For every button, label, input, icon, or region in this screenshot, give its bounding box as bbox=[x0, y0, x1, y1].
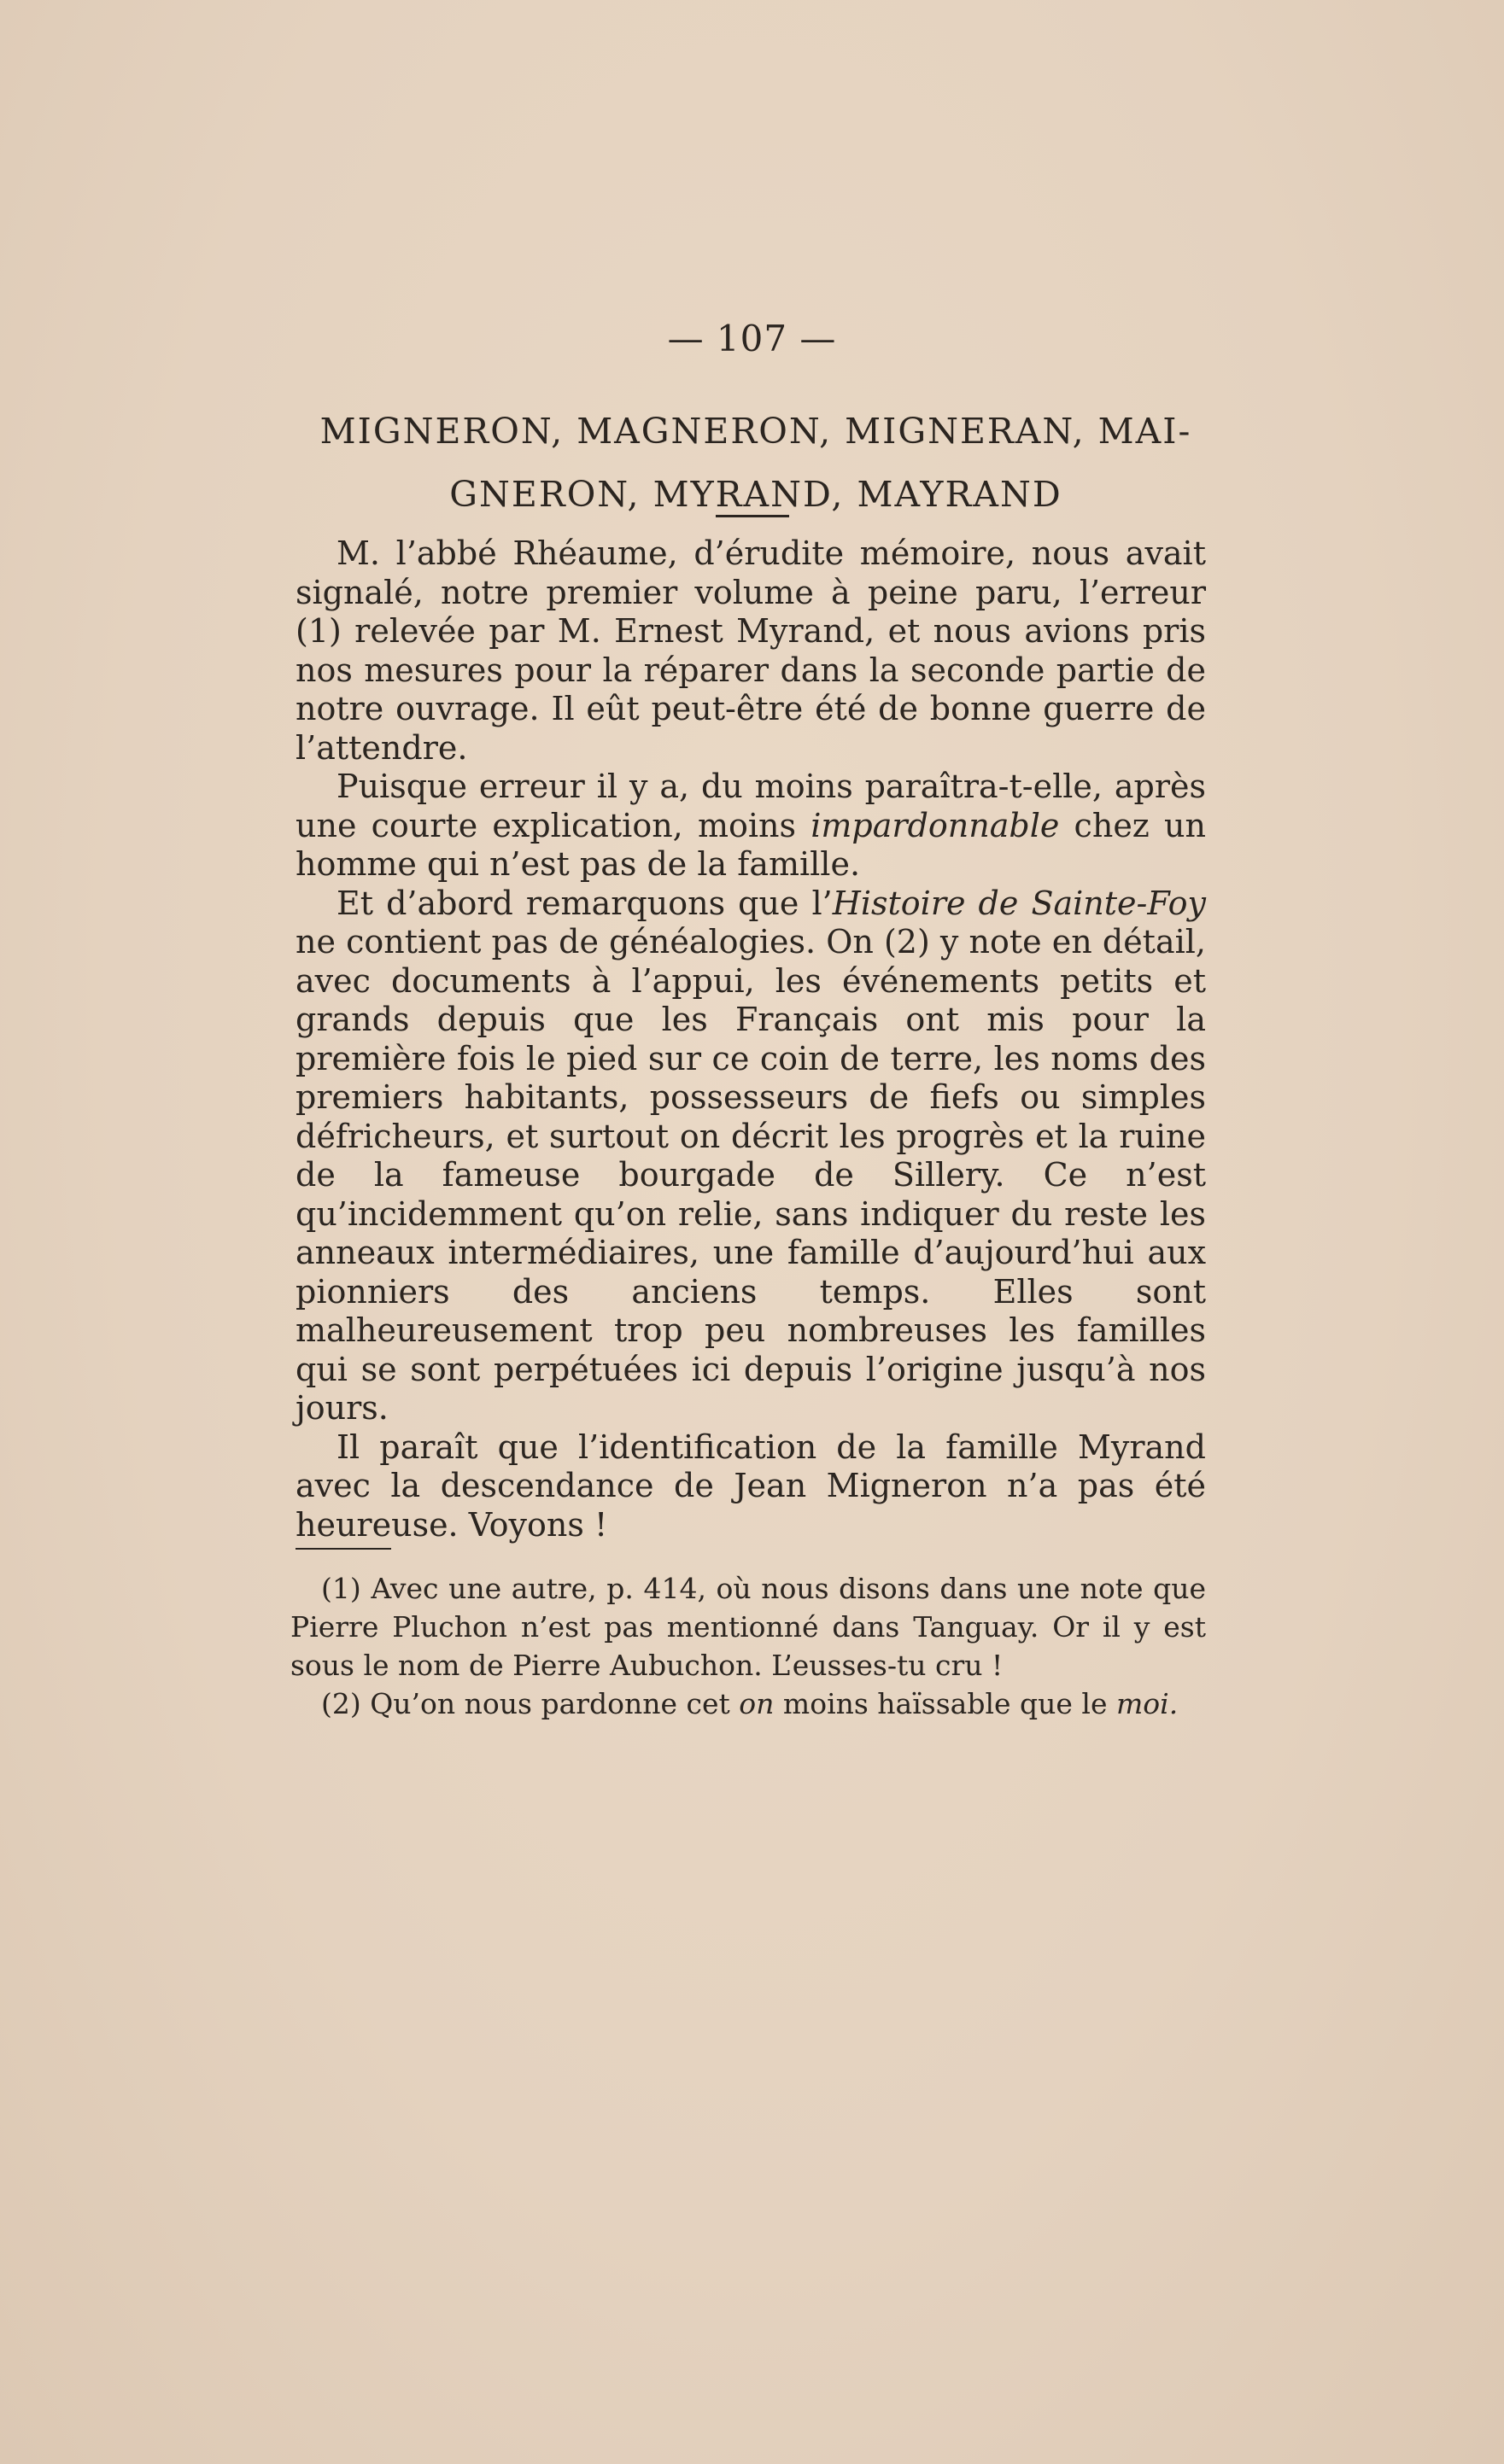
footnotes bbox=[290, 1569, 1206, 1723]
paragraph-3-text-b: ne contient pas de généalogies. On (2) y note en détail, avec documents à l’appui, les événements petits et grands depuis que les Français ont mis pour la première fois le pied sur ce coin de terre, les noms des premiers habitants, possesseurs de fiefs ou simples défricheurs, et surtout on décrit les progrès et la ruine de la fameuse bourgade de Sillery. Ce n’est qu’incidemment qu’on relie, sans indiquer du reste les anneaux intermédiaires, une famille d’aujourd’hui aux pionniers des anciens temps. Elles sont malheureusement trop peu nombreuses les familles qui se sont perpétuées ici depuis l’origine jusqu’à nos jours. bbox=[296, 923, 1206, 1427]
footnote-2 bbox=[290, 1685, 1206, 1723]
paragraph-3 bbox=[296, 885, 1206, 1428]
paragraph-2-text-b: chez un homme qui n’est pas de la famille. bbox=[296, 806, 1206, 883]
footnote-1: (1) Avec une autre, p. 414, où nous disons dans une note que Pierre Pluchon n’est pas mentionné dans Tanguay. Or il y est sous le nom de Pierre Aubuchon. L’eusses-tu cru ! bbox=[290, 1572, 1206, 1682]
paragraph-2-text-a: Puisque erreur il y a, du moins paraîtra-t-elle, après une courte explication, moins bbox=[296, 768, 1206, 844]
paragraph-4: Il paraît que l’identification de la famille Myrand avec la descendance de Jean Migneron n’a pas été heureuse. Voyons ! bbox=[296, 1428, 1206, 1544]
chapter-title: MIGNERON, MAGNERON, MIGNERAN, MAI-GNERON, MYRAND, MAYRAND bbox=[319, 411, 1192, 515]
footnote-2-italic-on: on bbox=[739, 1687, 775, 1720]
paragraph-3-text-a: Et d’abord remarquons que l’ bbox=[336, 884, 833, 922]
title-divider bbox=[716, 515, 789, 517]
footnote-2-text-a: (2) Qu’on nous pardonne cet bbox=[321, 1687, 740, 1720]
paragraph-3-book-title: Histoire de Sainte-Foy bbox=[832, 884, 1206, 922]
footnote-2-italic-moi: moi. bbox=[1116, 1687, 1179, 1720]
paragraph-2-italic: impardonnable bbox=[811, 806, 1060, 844]
paragraph-1: M. l’abbé Rhéaume, d’érudite mémoire, nous avait signalé, notre premier volume à peine paru, l’erreur (1) relevée par M. Ernest Myrand, et nous avions pris nos mesures pour la réparer dans la seconde partie de notre ouvrage. Il eût peut-être été de bonne guerre de l’attendre. bbox=[296, 534, 1206, 767]
footnote-2-text-b: moins haïssable que le bbox=[774, 1687, 1116, 1720]
page-number: — 107 — bbox=[667, 318, 837, 359]
paragraph-2 bbox=[296, 768, 1206, 885]
body-text bbox=[296, 534, 1206, 1544]
footnote-divider bbox=[296, 1548, 391, 1550]
